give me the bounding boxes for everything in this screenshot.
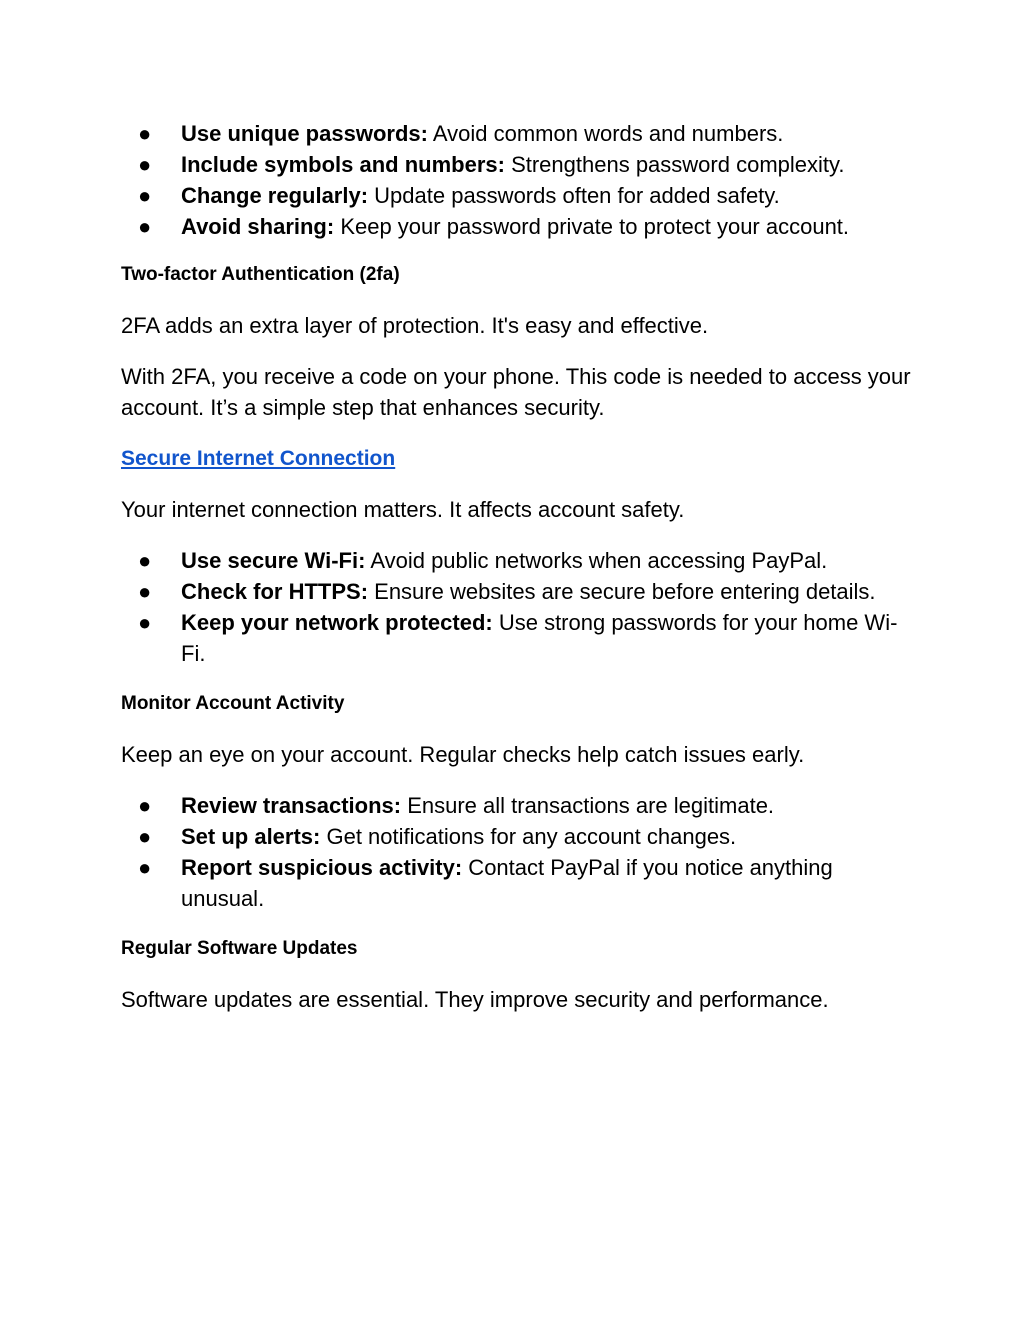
list-item-term: Avoid sharing: — [181, 214, 335, 239]
bullet-icon: ● — [138, 855, 152, 880]
list-item — [121, 180, 911, 211]
secure-connection-heading — [121, 445, 911, 473]
list-item-desc: Avoid public networks when accessing PayPal. — [365, 548, 828, 573]
list-item — [121, 149, 911, 180]
two-factor-paragraph-2: With 2FA, you receive a code on your phone. This code is needed to access your account. It’s a simple step that enhances security. — [121, 364, 911, 420]
secure-connection-link[interactable]: Secure Internet Connection — [121, 447, 396, 470]
list-item — [121, 852, 911, 914]
monitor-activity-heading: Monitor Account Activity — [121, 693, 345, 714]
list-item-desc: Ensure all transactions are legitimate. — [401, 793, 775, 818]
two-factor-heading: Two-factor Authentication (2fa) — [121, 264, 400, 285]
list-item-term: Use secure Wi-Fi: — [181, 548, 366, 573]
list-item-term: Change regularly: — [181, 183, 369, 208]
list-item-desc: Avoid common words and numbers. — [427, 121, 784, 146]
list-item-desc: Get notifications for any account changes. — [320, 824, 737, 849]
list-item-term: Include symbols and numbers: — [181, 152, 505, 177]
list-item-term: Check for HTTPS: — [181, 579, 369, 604]
list-item-desc: Keep your password private to protect your account. — [334, 214, 850, 239]
list-item-desc: Strengthens password complexity. — [504, 152, 845, 177]
software-updates-heading: Regular Software Updates — [121, 938, 358, 959]
bullet-icon: ● — [138, 152, 152, 177]
secure-connection-list — [121, 545, 911, 669]
list-item-desc: Contact PayPal if you notice anything unusual. — [181, 855, 833, 911]
list-item — [121, 576, 911, 607]
two-factor-paragraph-1: 2FA adds an extra layer of protection. It's easy and effective. — [121, 313, 709, 338]
list-item-desc: Use strong passwords for your home Wi-Fi. — [181, 610, 898, 666]
bullet-icon: ● — [138, 793, 152, 818]
list-item-term: Keep your network protected: — [181, 610, 493, 635]
list-item — [121, 821, 911, 852]
list-item — [121, 211, 911, 242]
list-item-term: Set up alerts: — [181, 824, 321, 849]
monitor-activity-list — [121, 790, 911, 914]
secure-connection-intro: Your internet connection matters. It affects account safety. — [121, 497, 685, 522]
list-item — [121, 790, 911, 821]
password-tips-list — [121, 118, 911, 242]
monitor-activity-intro: Keep an eye on your account. Regular checks help catch issues early. — [121, 742, 805, 767]
list-item-desc: Ensure websites are secure before entering details. — [368, 579, 876, 604]
document-page — [121, 118, 911, 1015]
list-item — [121, 607, 911, 669]
list-item-term: Report suspicious activity: — [181, 855, 463, 880]
bullet-icon: ● — [138, 214, 152, 239]
list-item-desc: Update passwords often for added safety. — [368, 183, 780, 208]
list-item-term: Review transactions: — [181, 793, 402, 818]
bullet-icon: ● — [138, 824, 152, 849]
bullet-icon: ● — [138, 610, 152, 635]
bullet-icon: ● — [138, 579, 152, 604]
list-item — [121, 545, 911, 576]
bullet-icon: ● — [138, 183, 152, 208]
list-item-term: Use unique passwords: — [181, 121, 428, 146]
bullet-icon: ● — [138, 548, 152, 573]
list-item — [121, 118, 911, 149]
bullet-icon: ● — [138, 121, 152, 146]
software-updates-intro: Software updates are essential. They improve security and performance. — [121, 987, 829, 1012]
